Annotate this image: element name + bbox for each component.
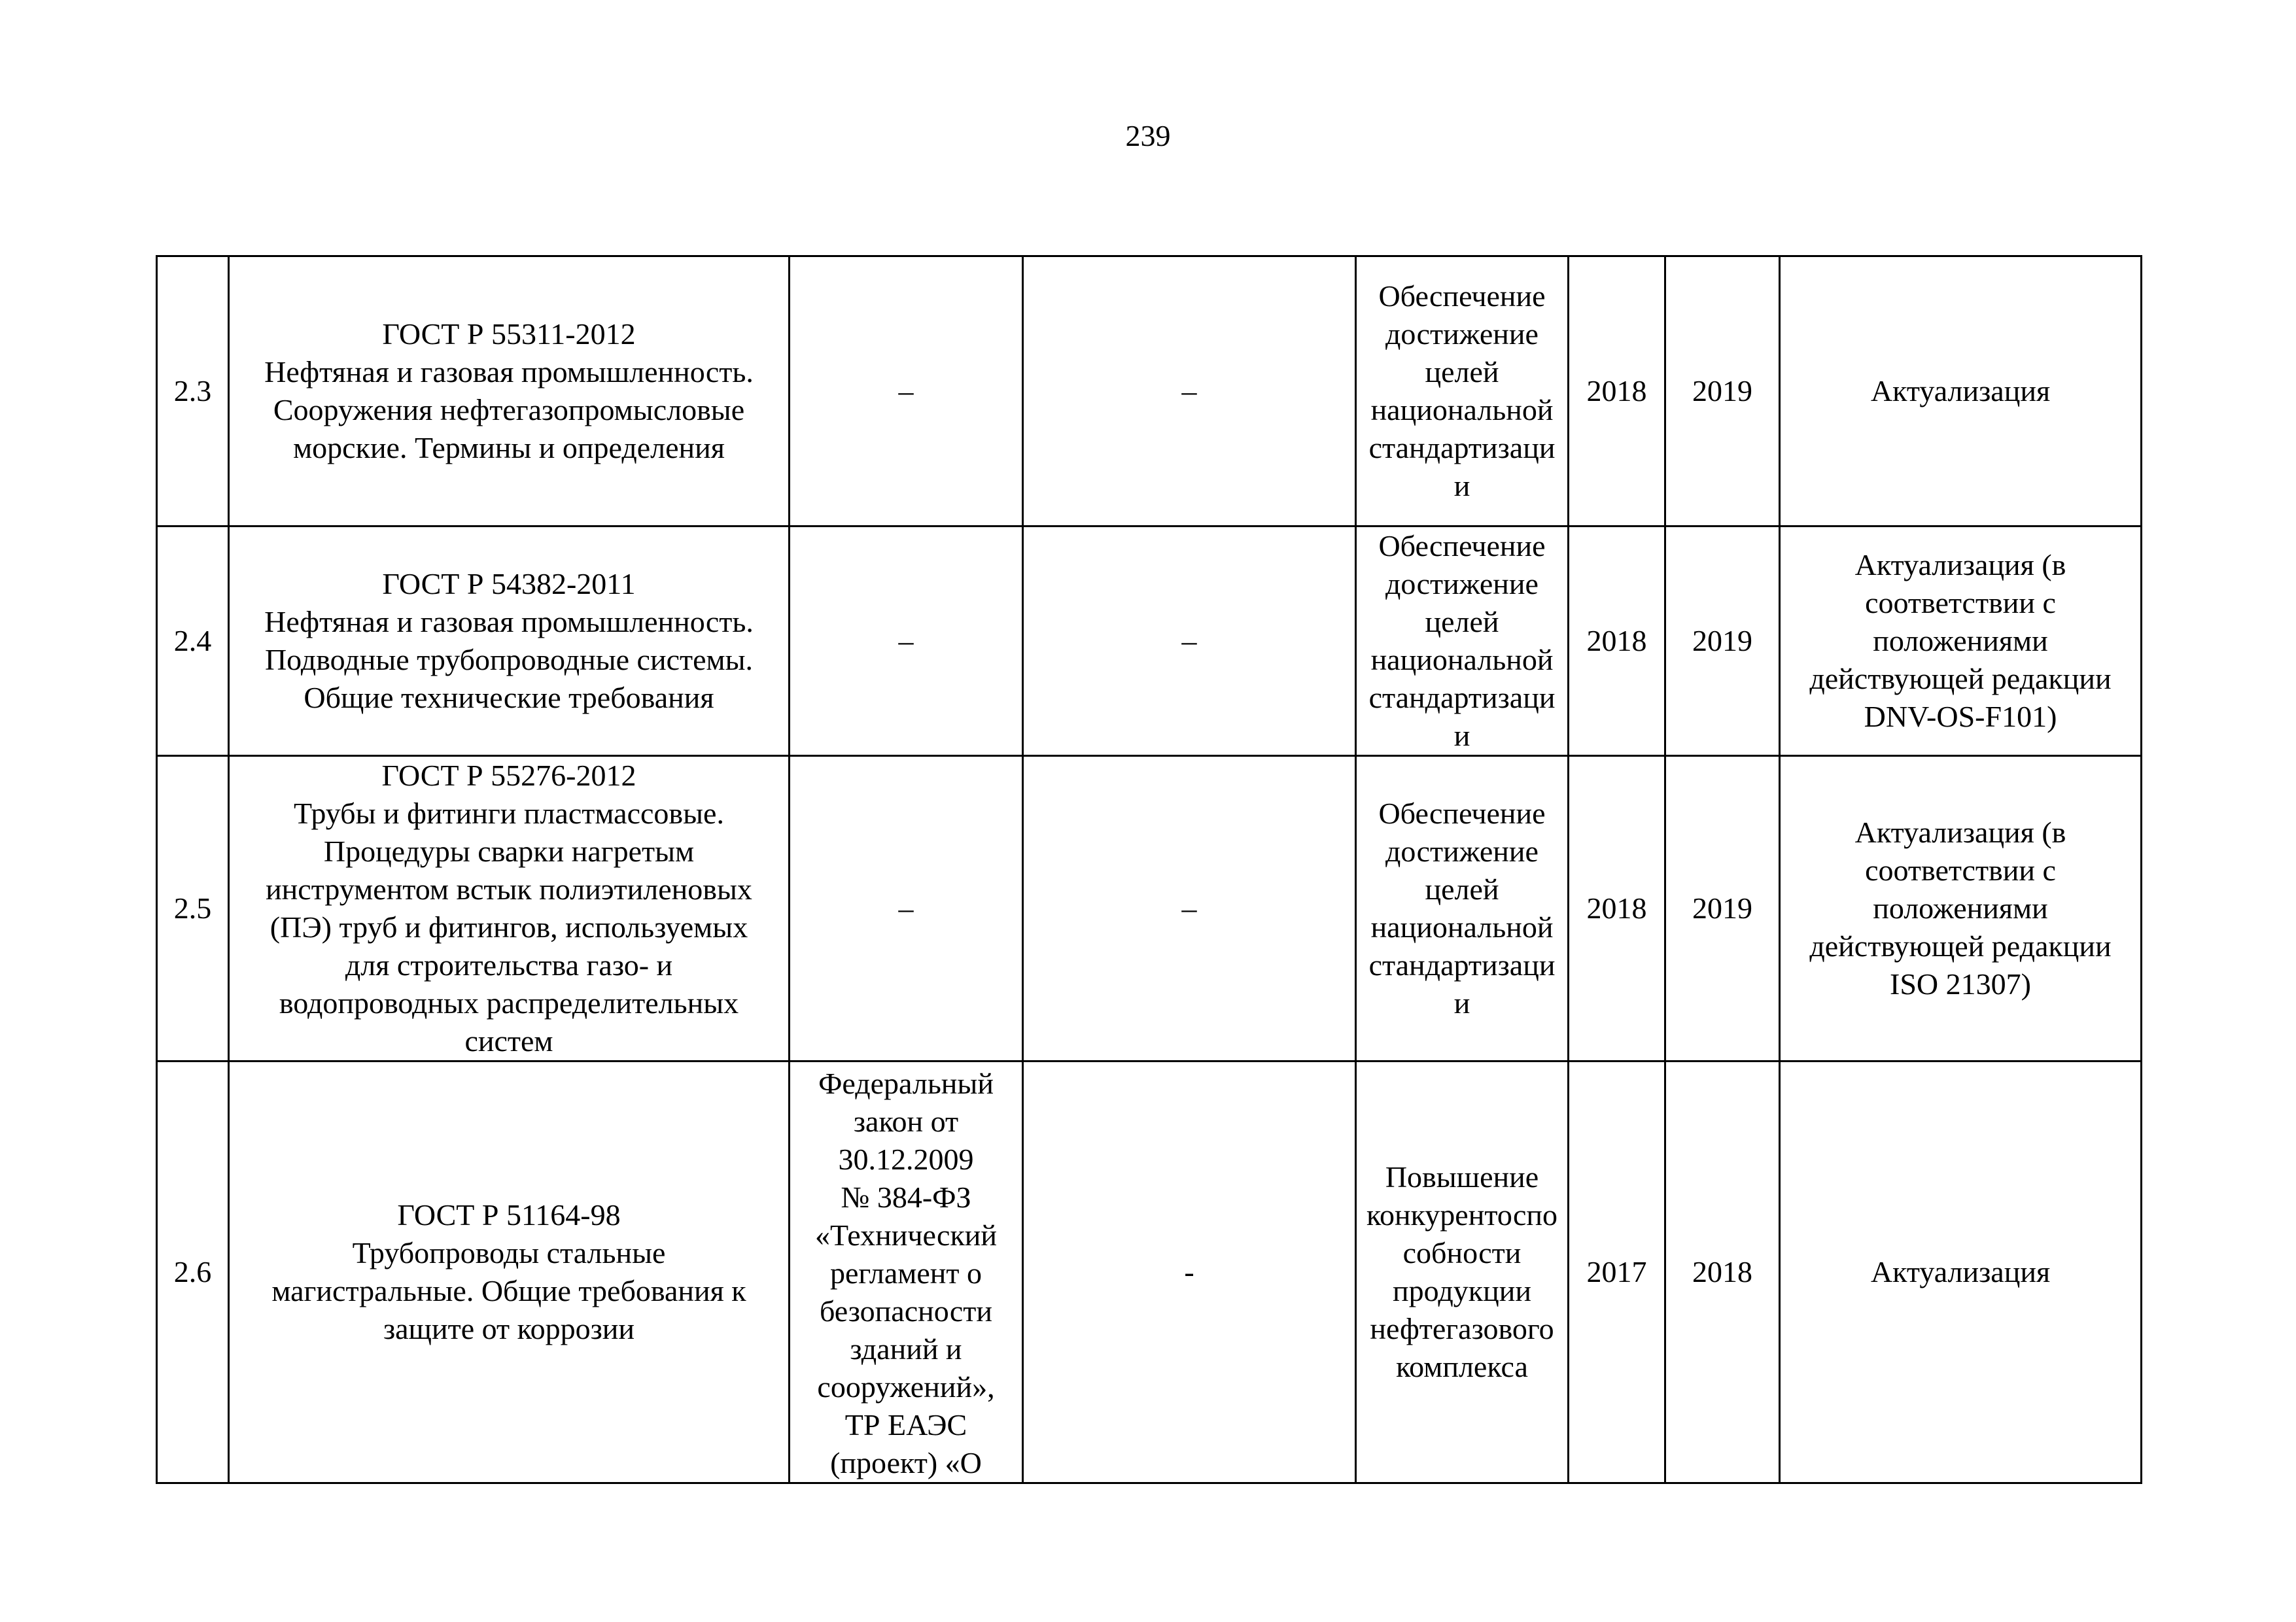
document-cell-line: Подводные трубопроводные системы. (264, 643, 754, 676)
goal-cell-line: целей (1425, 872, 1499, 906)
goal-cell (1356, 526, 1569, 756)
action-cell-line: соответствии с (1865, 586, 2056, 619)
goal-cell (1356, 756, 1569, 1061)
table-row (157, 526, 2142, 756)
goal-cell (1356, 1061, 1569, 1483)
legal-basis-cell-line: зданий и (850, 1332, 962, 1366)
action-cell-line: Актуализация (в (1854, 548, 2066, 581)
legal-basis-cell-line: закон от (853, 1105, 959, 1138)
end-year-cell: 2019 (1665, 256, 1780, 526)
document-cell-line: ГОСТ Р 54382-2011 (382, 567, 636, 600)
document-cell-line: морские. Термины и определения (293, 431, 725, 464)
table-row (157, 1061, 2142, 1483)
table-row (157, 256, 2142, 526)
legal-basis-cell-line: – (898, 374, 914, 407)
goal-cell-line: и (1453, 986, 1470, 1020)
document-cell (229, 256, 790, 526)
document-cell-line: ГОСТ Р 55276-2012 (381, 759, 636, 792)
goal-cell-line: комплекса (1396, 1350, 1528, 1383)
document-cell-line: Нефтяная и газовая промышленность. (264, 355, 754, 388)
row-number-cell: 2.4 (157, 526, 229, 756)
action-cell-line: положениями (1873, 891, 2048, 925)
start-year-cell: 2018 (1569, 256, 1665, 526)
document-cell (229, 526, 790, 756)
goal-cell-line: достижение (1385, 317, 1539, 351)
action-cell-line: Актуализация (1870, 1255, 2051, 1288)
goal-cell-line: национальной (1370, 393, 1554, 426)
table-body (157, 256, 2142, 1483)
goal-cell-line: продукции (1393, 1274, 1531, 1307)
document-cell-line: ГОСТ Р 55311-2012 (382, 317, 636, 351)
action-cell (1780, 1061, 2142, 1483)
document-cell-line: защите от коррозии (383, 1312, 635, 1345)
legal-basis-cell-line: Федеральный (818, 1067, 994, 1100)
action-cell-line: Актуализация (в (1854, 816, 2066, 849)
legal-basis-cell-line: сооружений», (817, 1370, 995, 1404)
action-cell-line: положениями (1873, 624, 2048, 657)
goal-cell-line: Обеспечение (1378, 279, 1546, 313)
document-cell-line: Общие технические требования (304, 681, 714, 714)
document-cell-line: магистральные. Общие требования к (271, 1274, 746, 1307)
start-year-cell: 2018 (1569, 756, 1665, 1061)
legal-basis-cell-line: – (898, 891, 914, 925)
legal-basis-cell (790, 526, 1023, 756)
goal-cell-line: стандартизаци (1368, 948, 1556, 982)
legal-basis-cell-line: (проект) «О (830, 1446, 982, 1479)
end-year-cell: 2019 (1665, 756, 1780, 1061)
document-cell-line: Нефтяная и газовая промышленность. (264, 605, 754, 638)
goal-cell (1356, 256, 1569, 526)
row-number-cell: 2.5 (157, 756, 229, 1061)
action-cell-line: Актуализация (1870, 374, 2051, 407)
goal-cell-line: Обеспечение (1378, 529, 1546, 562)
goal-cell-line: собности (1402, 1236, 1522, 1269)
goal-cell-line: целей (1425, 605, 1499, 638)
document-cell-line: Трубы и фитинги пластмассовые. (294, 797, 724, 830)
legal-basis-cell (790, 256, 1023, 526)
goal-cell-line: национальной (1370, 910, 1554, 944)
document-cell-line: (ПЭ) труб и фитингов, используемых (270, 910, 748, 944)
legal-basis-cell (790, 1061, 1023, 1483)
legal-basis-cell-line: ТР ЕАЭС (844, 1408, 967, 1441)
legal-basis-cell-line: – (898, 624, 914, 657)
document-cell-line: Процедуры сварки нагретым (323, 835, 695, 868)
goal-cell-line: Повышение (1385, 1160, 1539, 1194)
end-year-cell: 2019 (1665, 526, 1780, 756)
action-cell (1780, 256, 2142, 526)
document-cell (229, 1061, 790, 1483)
legal-basis-cell-line: № 384-ФЗ (841, 1181, 971, 1214)
end-year-cell: 2018 (1665, 1061, 1780, 1483)
goal-cell-line: конкурентоспо (1366, 1198, 1558, 1232)
goal-cell-line: Обеспечение (1378, 797, 1546, 830)
document-cell (229, 756, 790, 1061)
start-year-cell: 2018 (1569, 526, 1665, 756)
legal-basis-cell-line: «Технический (814, 1218, 998, 1252)
action-cell-line: соответствии с (1865, 854, 2056, 887)
action-cell-line: действующей редакции (1809, 929, 2112, 963)
table-row (157, 756, 2142, 1061)
legal-basis-cell-line: регламент о (829, 1256, 983, 1290)
goal-cell-line: нефтегазового (1370, 1312, 1554, 1345)
related-document-cell: - (1023, 1061, 1356, 1483)
goal-cell-line: целей (1425, 355, 1499, 388)
action-cell-line: действующей редакции (1809, 662, 2112, 695)
document-cell-line: систем (464, 1024, 553, 1058)
related-document-cell: – (1023, 756, 1356, 1061)
standards-table (156, 255, 2142, 1484)
goal-cell-line: достижение (1385, 835, 1539, 868)
document-cell-line: водопроводных распределительных (279, 986, 739, 1020)
related-document-cell: – (1023, 256, 1356, 526)
document-cell-line: Трубопроводы стальные (352, 1236, 666, 1269)
goal-cell-line: стандартизаци (1368, 431, 1556, 464)
goal-cell-line: и (1453, 719, 1470, 752)
action-cell (1780, 526, 2142, 756)
row-number-cell: 2.3 (157, 256, 229, 526)
action-cell-line: DNV-OS-F101) (1864, 700, 2057, 733)
page-number: 239 (1125, 119, 1171, 152)
goal-cell-line: национальной (1370, 643, 1554, 676)
action-cell-line: ISO 21307) (1890, 967, 2031, 1001)
document-cell-line: Сооружения нефтегазопромысловые (273, 393, 745, 426)
legal-basis-cell-line: 30.12.2009 (838, 1143, 974, 1176)
legal-basis-cell-line: безопасности (819, 1294, 993, 1328)
related-document-cell: – (1023, 526, 1356, 756)
action-cell (1780, 756, 2142, 1061)
start-year-cell: 2017 (1569, 1061, 1665, 1483)
goal-cell-line: и (1453, 469, 1470, 502)
document-cell-line: инструментом встык полиэтиленовых (266, 872, 752, 906)
document-cell-line: для строительства газо- и (345, 948, 673, 982)
document-cell-line: ГОСТ Р 51164-98 (397, 1198, 621, 1232)
goal-cell-line: достижение (1385, 567, 1539, 600)
goal-cell-line: стандартизаци (1368, 681, 1556, 714)
legal-basis-cell (790, 756, 1023, 1061)
row-number-cell: 2.6 (157, 1061, 229, 1483)
